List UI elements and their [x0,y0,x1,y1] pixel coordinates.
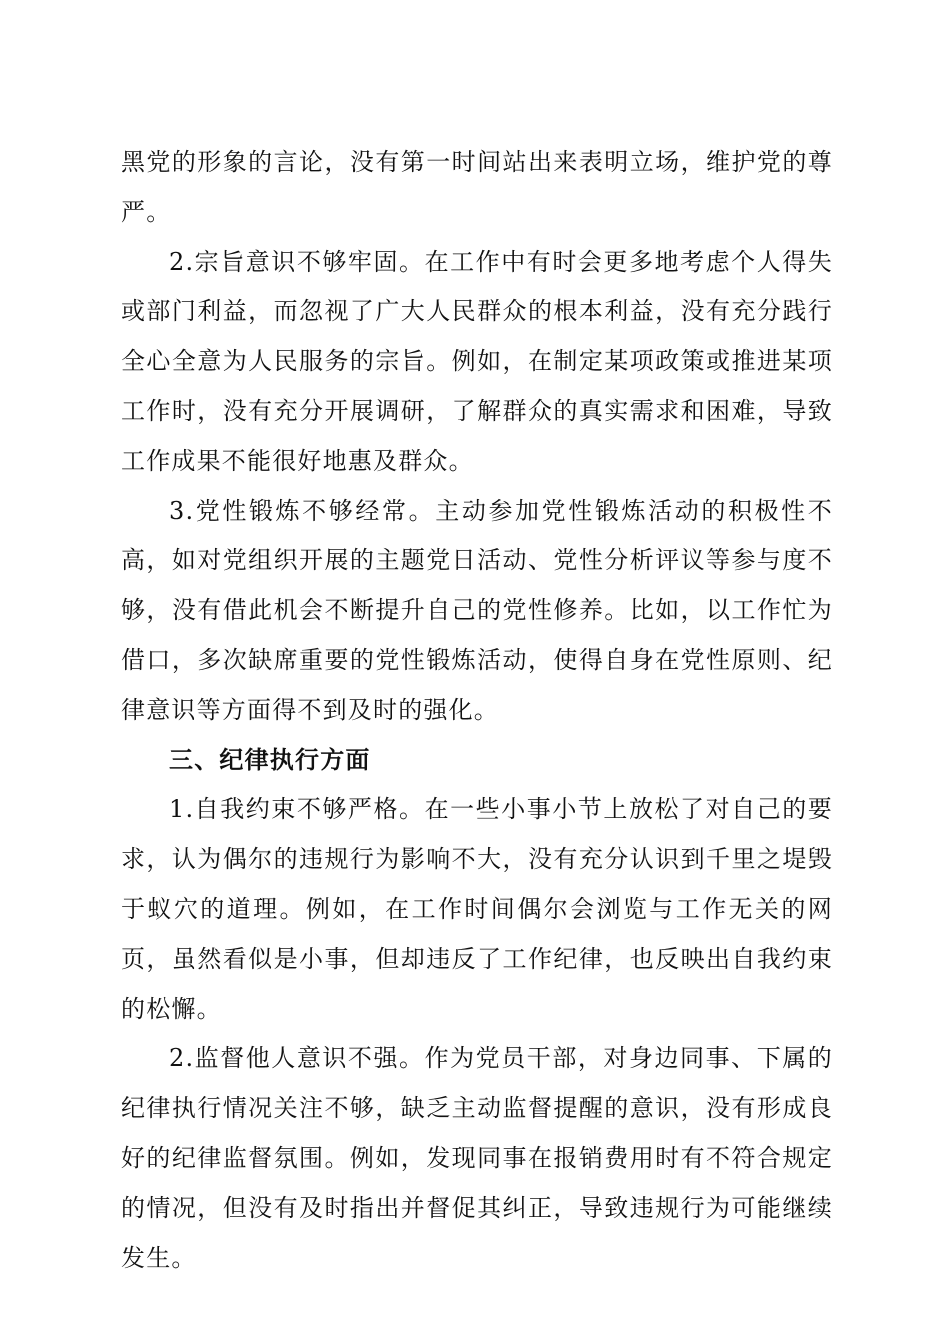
paragraph-item-supervision: 2.监督他人意识不强。作为党员干部，对身边同事、下属的纪律执行情况关注不够，缺乏主动监督提醒的意识，没有形成良好的纪律监督氛围。例如，发现同事在报销费用时有不符合规定的情况，但没有及时指出并督促其纠正，导致违规行为可能继续发生。 [121,1044,833,1272]
paragraph-item-purpose-awareness: 2.宗旨意识不够牢固。在工作中有时会更多地考虑个人得失或部门利益，而忽视了广大人民群众的根本利益，没有充分践行全心全意为人民服务的宗旨。例如，在制定某项政策或推进某项工作时，没有充分开展调研，了解群众的真实需求和困难，导致工作成果不能很好地惠及群众。 [121,247,833,475]
paragraph-item-self-restraint: 1.自我约束不够严格。在一些小事小节上放松了对自己的要求，认为偶尔的违规行为影响不大，没有充分认识到千里之堤毁于蚁穴的道理。例如，在工作时间偶尔会浏览与工作无关的网页，虽然看似是小事，但却违反了工作纪律，也反映出自我约束的松懈。 [121,795,833,1023]
document-body [121,138,833,1283]
section-heading-discipline: 三、纪律执行方面 [169,745,371,774]
paragraph-item-party-training: 3.党性锻炼不够经常。主动参加党性锻炼活动的积极性不高，如对党组织开展的主题党日活动、党性分析评议等参与度不够，没有借此机会不断提升自己的党性修养。比如，以工作忙为借口，多次缺席重要的党性锻炼活动，使得自身在党性原则、纪律意识等方面得不到及时的强化。 [121,496,833,724]
paragraph-continuation: 黑党的形象的言论，没有第一时间站出来表明立场，维护党的尊严。 [121,148,833,226]
